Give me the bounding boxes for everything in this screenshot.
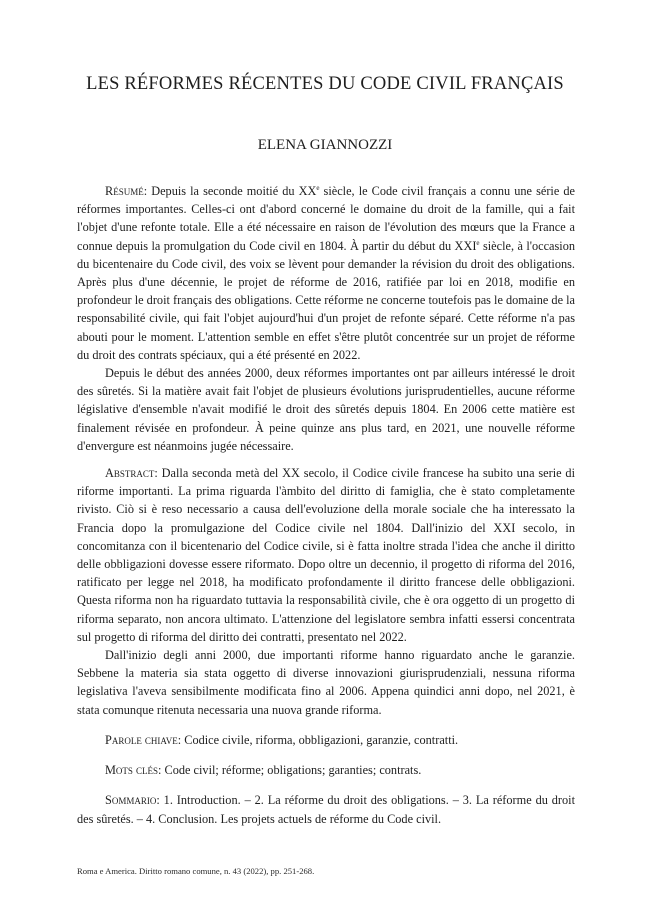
keywords-french-label: Mots clés: bbox=[105, 763, 162, 778]
keywords-italian-text: Codice civile, riforma, obbligazioni, garanzie, contratti. bbox=[184, 732, 459, 747]
journal-citation-footer: Roma e America. Diritto romano comune, n. 43 (2022), pp. 251-268. bbox=[77, 866, 315, 876]
author-name: ELENA GIANNOZZI bbox=[257, 137, 393, 153]
table-of-contents bbox=[77, 791, 575, 827]
resume-superscript-1: e bbox=[316, 183, 320, 192]
resume-text-b: siècle, le Code civil français a connu une série de réformes importantes. Celles-ci ont d'abord concerné le domaine du droit de la famille, qui a fait l'objet d'une refonte totale. Elle a été nécessaire en raison de l'évolution des mœurs que la France a connue depuis la promulgation du Code civil en 1804. À partir du début du XXI bbox=[77, 184, 575, 253]
resume-paragraph-1 bbox=[77, 182, 575, 364]
sommario-text: 1. Introduction. – 2. La réforme du droit des obligations. – 3. La réforme du droit des sûretés. – 4. Conclusion. Les projets actuels de réforme du Code civil. bbox=[77, 793, 575, 826]
resume-paragraph-2: Depuis le début des années 2000, deux réformes importantes ont par ailleurs intéressé le droit des sûretés. Si la matière avait fait l'objet de plusieurs évolutions jurisprudentielles, aucune réforme législative d'ensemble n'avait modifié le droit des sûretés depuis 1804. En 2006 cette matière est finalement révisée en profondeur. À peine quinze ans plus tard, en 2021, une nouvelle réforme d'envergure est néanmoins jugée nécessaire. bbox=[77, 366, 575, 453]
resume-superscript-2: e bbox=[476, 238, 480, 247]
keywords-french-text: Code civil; réforme; obligations; garanties; contrats. bbox=[164, 763, 422, 778]
keywords-italian-label: Parole chiave: bbox=[105, 732, 182, 747]
abstract-label: Abstract: bbox=[105, 466, 158, 481]
article-title: LES RÉFORMES RÉCENTES DU CODE CIVIL FRANÇAIS bbox=[86, 74, 564, 94]
resume-text-c: siècle, à l'occasion du bicentenaire du Code civil, des voix se lèvent pour demander la révision du droit des obligations. Après plus d'une décennie, le projet de réforme de 2016, ratifiée par loi en 2018, modifie en profondeur le droit français des obligations. Cette réforme ne concerne toutefois pas le domaine de la responsabilité civile, qui fait l'objet aujourd'hui d'un projet de refonte séparé. Cette réforme n'a pas abouti pour le moment. L'attention semble en effet s'être plutôt concentrée sur un projet de réforme du droit des contrats spéciaux, qui a été présenté en 2022. bbox=[77, 238, 575, 362]
abstract-text: Dalla seconda metà del XX secolo, il Codice civile francese ha subito una serie di riforme importanti. La prima riguarda l'àmbito del diritto di famiglia, che è stato completamente rivisto. Ciò si è reso necessario a causa dell'evoluzione della morale sociale che ha interessato la Francia dopo la promulgazione del Codice civile nel 1804. Dall'inizio del XXI secolo, in concomitanza con il bicentenario del Codice civile, si è fatta inoltre strada l'idea che anche il diritto delle obbligazioni dovesse essere riformato. Dopo oltre un decennio, il progetto di riforma del 2016, ratificato per legge nel 2018, ha modificato profondamente il diritto francese delle obbligazioni. Questa riforma non ha riguardato tuttavia la responsabilità civile, che è ora oggetto di un progetto di riforma separato, non ancora ultimato. L'attenzione del legislatore sembra infatti essersi concentrata sul progetto di riforma del diritto dei contratti, presentato nel 2022. bbox=[77, 466, 575, 644]
keywords-french bbox=[77, 761, 575, 779]
resume-text-a: Depuis la seconde moitié du XX bbox=[151, 184, 317, 198]
abstract-paragraph-2: Dall'inizio degli anni 2000, due importanti riforme hanno riguardato anche le garanzie. Sebbene la materia sia stata oggetto di diverse innovazioni giurisprudenziali, nessuna riforma legislativa l'aveva sensibilmente modificata fino al 2006. Appena quindici anni dopo, nel 2021, è stata comunque ritenuta necessaria una nuova grande riforma. bbox=[77, 648, 575, 717]
resume-label: Résumé: bbox=[105, 184, 148, 198]
keywords-italian bbox=[77, 731, 575, 749]
abstract-paragraph-1 bbox=[77, 464, 575, 646]
sommario-label: Sommario: bbox=[105, 793, 160, 808]
article-front-matter bbox=[77, 182, 575, 828]
